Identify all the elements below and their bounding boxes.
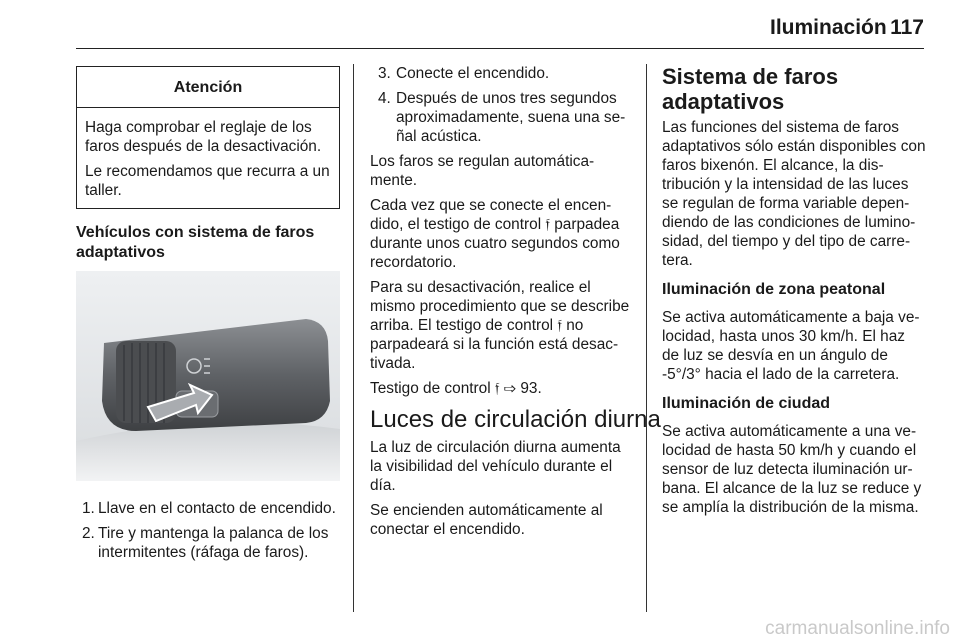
watermark: carmanualsonline.info bbox=[765, 618, 950, 639]
steps-list-2 bbox=[370, 64, 632, 146]
paragraph: Los faros se regulan automáticamente. bbox=[370, 153, 595, 189]
step-text: Tire y mantenga la palanca de los intermitentes (ráfaga de faros). bbox=[98, 525, 329, 561]
paragraph: Cada vez que se conecte el encendido, el testigo de control 𝔣 parpadea durante unos cuatro segundos como recordatorio. bbox=[370, 197, 620, 271]
step-text: Llave en el contacto de encendido. bbox=[98, 500, 336, 517]
paragraph: Las funciones del sistema de faros adaptativos sólo están disponibles con faros bixenón. El alcance, la distribución y la intensidad de las luces se regulan de forma variable dependiendo de las condiciones de luminosidad, del tiempo y del tipo de carretera. bbox=[662, 119, 926, 269]
list-item bbox=[76, 499, 340, 518]
attention-body bbox=[77, 108, 339, 208]
header-title: Iluminación bbox=[770, 16, 887, 39]
paragraph: Para su desactivación, realice el mismo procedimiento que se describe arriba. El testigo de control 𝔣 no parpadeará si la función está desactivada. bbox=[370, 279, 630, 372]
step-text: Conecte el encendido. bbox=[396, 65, 550, 82]
subheading-city-lighting: Iluminación de ciudad bbox=[662, 395, 831, 412]
paragraph: La luz de circulación diurna aumenta la visibilidad del vehículo durante el día. bbox=[370, 439, 621, 494]
subheading-pedestrian-zone: Iluminación de zona peatonal bbox=[662, 281, 886, 298]
header-rule bbox=[76, 48, 924, 49]
paragraph: Testigo de control 𝔣 ⇨ 93. bbox=[370, 380, 542, 397]
list-item bbox=[76, 524, 340, 562]
paragraph: Se activa automáticamente a baja velocidad, hasta unos 30 km/h. El haz de luz se desvía en un ángulo de -5°/3° hacia el lado de la carretera. bbox=[662, 309, 920, 383]
steps-list-1 bbox=[76, 499, 340, 562]
step-number: 1. bbox=[82, 500, 95, 517]
lever-drawing bbox=[76, 271, 340, 481]
step-number: 4. bbox=[378, 90, 391, 107]
page-number: 117 bbox=[890, 16, 924, 39]
section-title-daytime-running-lights: Luces de circulación diurna bbox=[370, 406, 661, 433]
attention-box bbox=[76, 66, 340, 209]
step-number: 3. bbox=[378, 65, 391, 82]
list-item bbox=[370, 89, 632, 146]
step-number: 2. bbox=[82, 525, 95, 542]
attention-text-2: Le recomendamos que recurra a un taller. bbox=[85, 163, 330, 199]
list-item bbox=[370, 64, 632, 83]
attention-text-1: Haga comprobar el reglaje de los faros después de la desactivación. bbox=[85, 119, 322, 155]
attention-title: Atención bbox=[77, 67, 339, 108]
step-text: Después de unos tres segundos aproximadamente, suena una señal acústica. bbox=[396, 90, 626, 145]
paragraph: Se encienden automáticamente al conectar el encendido. bbox=[370, 502, 603, 538]
headlight-flash-lever-illustration bbox=[76, 271, 340, 481]
column-divider-1 bbox=[353, 64, 354, 612]
paragraph: Se activa automáticamente a una velocidad de hasta 50 km/h y cuando el sensor de luz detecta iluminación urbana. El alcance de la luz se reduce y se amplía la distribución de la misma. bbox=[662, 423, 922, 516]
section-heading-adaptive-vehicles: Vehículos con sistema de faros adaptativos bbox=[76, 224, 315, 261]
section-title-adaptive-headlights: Sistema de faros adaptativos bbox=[662, 64, 839, 114]
column-divider-2 bbox=[646, 64, 647, 612]
column-3 bbox=[662, 64, 926, 523]
column-2 bbox=[370, 64, 661, 545]
column-1 bbox=[76, 66, 340, 568]
